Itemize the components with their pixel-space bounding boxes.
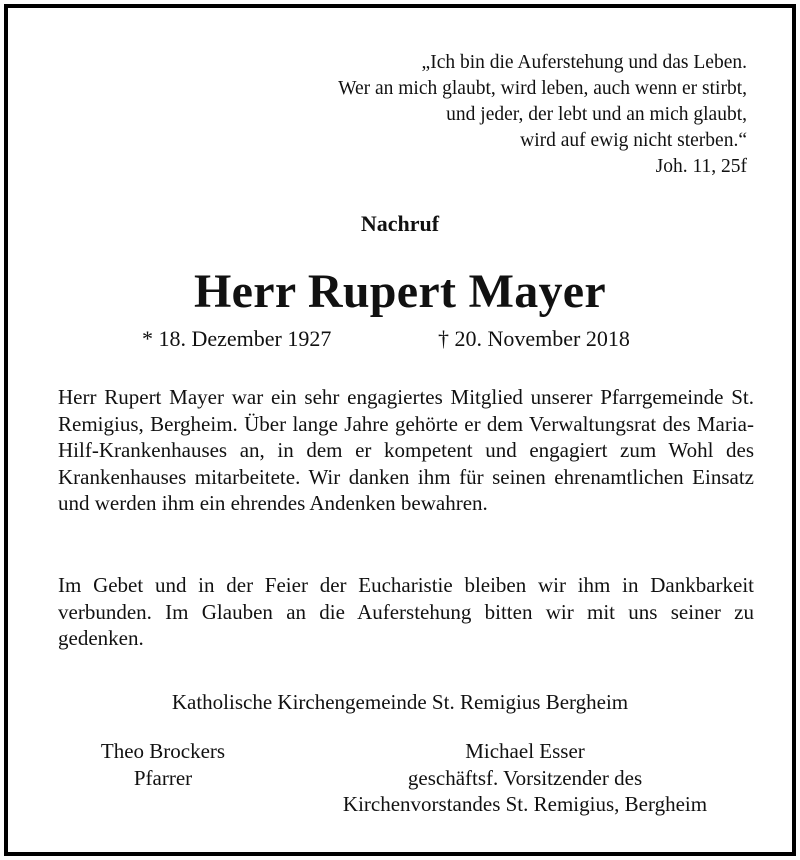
prayer-paragraph: Im Gebet und in der Feier der Eucharistie bleiben wir ihm in Dankbarkeit verbunden. Im Glauben an die Auferstehung bitten wir mit uns seiner zu gedenken. [58, 573, 754, 650]
tribute-paragraph: Herr Rupert Mayer war ein sehr engagiertes Mitglied unserer Pfarrgemeinde St. Remigius, Bergheim. Über lange Jahre gehörte er dem Verwaltungsrat des Maria-Hilf-Krankenhauses an, in dem er kompetent und engagiert zum Wohl des Krankenhauses mitarbeitete. Wir danken ihm für seinen ehrenamtlichen Einsatz und werden ihm ein ehrendes Andenken bewahren. [58, 385, 754, 515]
signatory-role: geschäftsf. Vorsitzender des [407, 765, 643, 790]
signatory-role: Kirchenvorstandes St. Remigius, Bergheim [342, 792, 708, 816]
signatory-chair [290, 738, 760, 818]
quote-line: „Ich bin die Auferstehung und das Leben. [421, 52, 747, 73]
parish-name: Katholische Kirchengemeinde St. Remigius Bergheim [171, 690, 629, 714]
quote-reference: Joh. 11, 25f [655, 156, 747, 177]
death-date: † 20. November 2018 [438, 326, 630, 351]
quote-line: Wer an mich glaubt, wird leben, auch wenn er stirbt, [338, 78, 747, 99]
notice-heading: Nachruf [360, 211, 440, 236]
deceased-name: Herr Rupert Mayer [193, 265, 607, 318]
signatory-pastor [78, 738, 248, 791]
signatory-role: Pfarrer [133, 765, 193, 790]
quote-line: und jeder, der lebt und an mich glaubt, [446, 104, 747, 125]
signatory-name: Theo Brockers [100, 739, 226, 763]
bible-quote [338, 50, 747, 180]
signatory-name: Michael Esser [465, 739, 585, 763]
obituary-notice [4, 4, 796, 856]
birth-date: * 18. Dezember 1927 [142, 326, 332, 351]
quote-line: wird auf ewig nicht sterben.“ [520, 130, 747, 151]
